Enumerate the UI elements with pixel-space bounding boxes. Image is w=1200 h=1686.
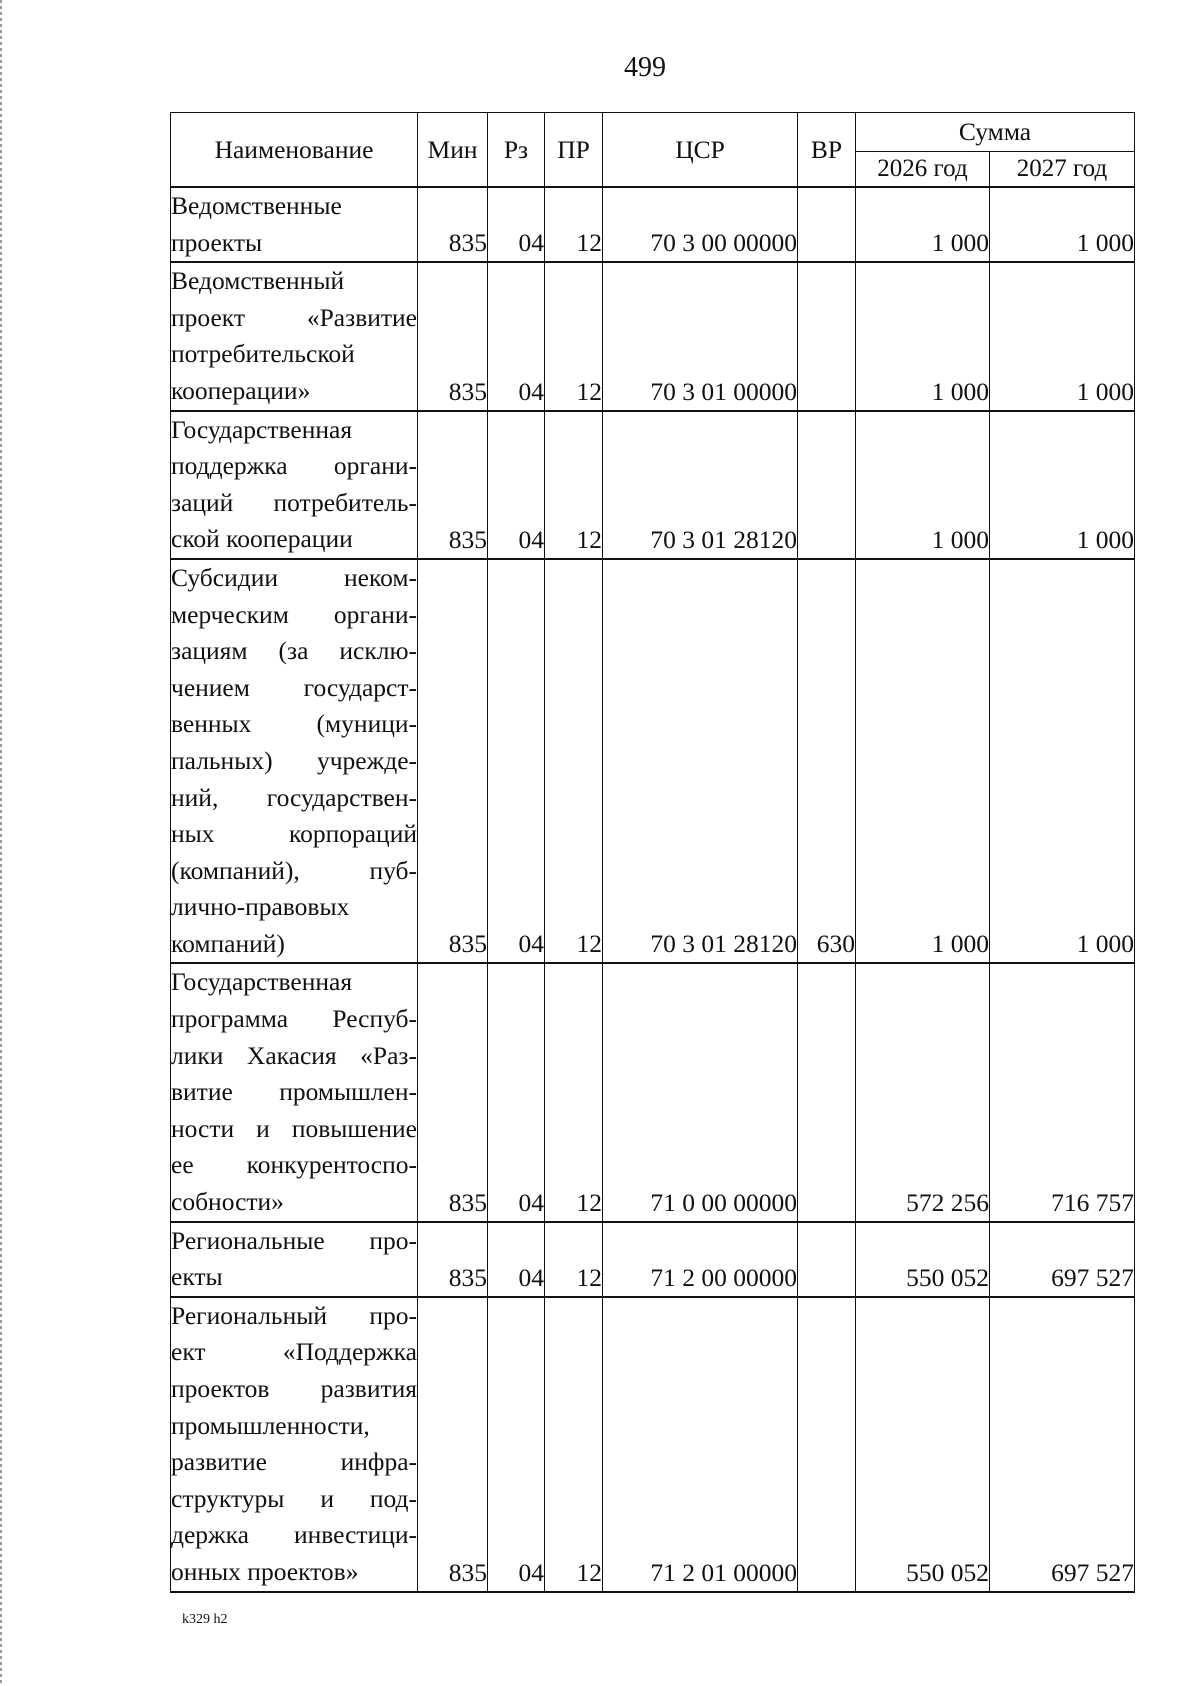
row-name-line: проекты bbox=[171, 227, 263, 257]
row-csr: 70 3 00 00000 bbox=[603, 187, 798, 262]
row-sum-2026: 572 256 bbox=[856, 963, 990, 1221]
row-pr: 12 bbox=[545, 411, 603, 559]
row-sum-2026: 550 052 bbox=[856, 1297, 990, 1592]
header-rz: Рз bbox=[488, 113, 545, 188]
row-sum-2027: 1 000 bbox=[990, 559, 1135, 964]
row-name-line: ных корпораций bbox=[171, 819, 417, 849]
table-row bbox=[171, 1222, 1135, 1297]
row-name-line: Региональные про- bbox=[171, 1225, 417, 1255]
row-name-line: ект «Поддержка bbox=[171, 1337, 417, 1367]
row-sum-2027: 1 000 bbox=[990, 187, 1135, 262]
row-name-line: ской кооперации bbox=[171, 524, 353, 554]
row-name-line: Государственная bbox=[171, 414, 353, 444]
row-sum-2027: 697 527 bbox=[990, 1222, 1135, 1297]
row-pr: 12 bbox=[545, 559, 603, 964]
row-name-line: екты bbox=[171, 1262, 223, 1292]
row-name-line: Государственная bbox=[171, 967, 353, 997]
row-name-line: пальных) учрежде- bbox=[171, 745, 417, 775]
row-name-line: структуры и под- bbox=[171, 1483, 417, 1513]
row-name bbox=[171, 187, 418, 262]
row-name-line: поддержка органи- bbox=[171, 451, 417, 481]
row-csr: 70 3 01 28120 bbox=[603, 559, 798, 964]
row-min: 835 bbox=[418, 1297, 488, 1592]
row-name-line: потребительской bbox=[171, 339, 355, 369]
table-body bbox=[171, 187, 1135, 1592]
row-name-line: Ведомственные bbox=[171, 191, 342, 220]
row-name-line: Региональный про- bbox=[171, 1300, 417, 1330]
row-name-line: витие промышлен- bbox=[171, 1077, 417, 1107]
row-vr bbox=[798, 1297, 856, 1592]
row-csr: 70 3 01 00000 bbox=[603, 262, 798, 410]
row-csr: 71 0 00 00000 bbox=[603, 963, 798, 1221]
row-rz: 04 bbox=[488, 1222, 545, 1297]
row-name-line: ности и повышение bbox=[171, 1113, 417, 1143]
header-min: Мин bbox=[418, 113, 488, 188]
row-name-line: Ведомственный bbox=[171, 266, 345, 296]
table-row bbox=[171, 411, 1135, 559]
row-rz: 04 bbox=[488, 1297, 545, 1592]
row-pr: 12 bbox=[545, 187, 603, 262]
row-name-line: лично-правовых bbox=[171, 892, 350, 922]
row-rz: 04 bbox=[488, 262, 545, 410]
row-pr: 12 bbox=[545, 1297, 603, 1592]
row-sum-2026: 1 000 bbox=[856, 262, 990, 410]
row-name-line: проект «Развитие bbox=[171, 302, 417, 332]
row-sum-2027: 697 527 bbox=[990, 1297, 1135, 1592]
row-sum-2027: 716 757 bbox=[990, 963, 1135, 1221]
row-name-line: лики Хакасия «Раз- bbox=[171, 1040, 417, 1070]
row-pr: 12 bbox=[545, 963, 603, 1221]
row-name-line: проектов развития bbox=[171, 1374, 417, 1403]
row-name bbox=[171, 411, 418, 559]
row-name-line: собности» bbox=[171, 1187, 284, 1217]
row-rz: 04 bbox=[488, 411, 545, 559]
row-vr: 630 bbox=[798, 559, 856, 964]
row-sum-2027: 1 000 bbox=[990, 411, 1135, 559]
row-name-line: ее конкурентоспо- bbox=[171, 1150, 417, 1180]
row-vr bbox=[798, 963, 856, 1221]
row-name-line: держка инвестици- bbox=[171, 1520, 417, 1550]
header-name: Наименование bbox=[171, 113, 418, 188]
table-row bbox=[171, 963, 1135, 1221]
row-name-line: венных (муници- bbox=[171, 709, 417, 739]
row-min: 835 bbox=[418, 963, 488, 1221]
row-name-line: Субсидии неком- bbox=[171, 562, 417, 592]
row-name-line: зациям (за исклю- bbox=[171, 636, 417, 666]
page-number: 499 bbox=[624, 52, 666, 83]
header-year-2026: 2026 год bbox=[856, 152, 990, 188]
row-sum-2026: 1 000 bbox=[856, 411, 990, 559]
table-row bbox=[171, 262, 1135, 410]
row-pr: 12 bbox=[545, 1222, 603, 1297]
footer-code: k329 h2 bbox=[182, 1612, 228, 1627]
row-sum-2027: 1 000 bbox=[990, 262, 1135, 410]
table-row bbox=[171, 559, 1135, 964]
header-vr: ВР bbox=[798, 113, 856, 188]
row-vr bbox=[798, 187, 856, 262]
row-name bbox=[171, 559, 418, 964]
header-sum: Сумма bbox=[856, 113, 1135, 152]
row-min: 835 bbox=[418, 187, 488, 262]
row-name-line: развитие инфра- bbox=[171, 1447, 417, 1477]
row-name-line: компаний) bbox=[171, 928, 285, 958]
row-vr bbox=[798, 411, 856, 559]
row-sum-2026: 1 000 bbox=[856, 187, 990, 262]
header-csr: ЦСР bbox=[603, 113, 798, 188]
row-name-line: программа Респуб- bbox=[171, 1004, 417, 1034]
row-csr: 71 2 01 00000 bbox=[603, 1297, 798, 1592]
header-pr: ПР bbox=[545, 113, 603, 188]
row-name-line: (компаний), пуб- bbox=[171, 855, 417, 885]
row-min: 835 bbox=[418, 1222, 488, 1297]
scan-left-edge bbox=[0, 0, 2, 1686]
row-name bbox=[171, 1222, 418, 1297]
row-min: 835 bbox=[418, 262, 488, 410]
row-rz: 04 bbox=[488, 963, 545, 1221]
row-vr bbox=[798, 262, 856, 410]
row-min: 835 bbox=[418, 411, 488, 559]
row-name-line: мерческим органи- bbox=[171, 599, 417, 629]
table-row bbox=[171, 187, 1135, 262]
row-csr: 71 2 00 00000 bbox=[603, 1222, 798, 1297]
row-name-line: кооперации» bbox=[171, 375, 311, 405]
row-name bbox=[171, 1297, 418, 1592]
row-pr: 12 bbox=[545, 262, 603, 410]
row-name-line: заций потребитель- bbox=[171, 487, 417, 517]
row-name-line: онных проектов» bbox=[171, 1556, 359, 1586]
row-name bbox=[171, 262, 418, 410]
table-row bbox=[171, 1297, 1135, 1592]
header-year-2027: 2027 год bbox=[990, 152, 1135, 188]
row-name-line: чением государст- bbox=[171, 672, 417, 702]
row-vr bbox=[798, 1222, 856, 1297]
row-min: 835 bbox=[418, 559, 488, 964]
row-name-line: промышленности, bbox=[171, 1410, 370, 1440]
row-rz: 04 bbox=[488, 187, 545, 262]
row-sum-2026: 550 052 bbox=[856, 1222, 990, 1297]
row-csr: 70 3 01 28120 bbox=[603, 411, 798, 559]
row-name-line: ний, государствен- bbox=[171, 782, 417, 812]
row-rz: 04 bbox=[488, 559, 545, 964]
row-sum-2026: 1 000 bbox=[856, 559, 990, 964]
budget-table bbox=[170, 112, 1135, 1593]
row-name bbox=[171, 963, 418, 1221]
